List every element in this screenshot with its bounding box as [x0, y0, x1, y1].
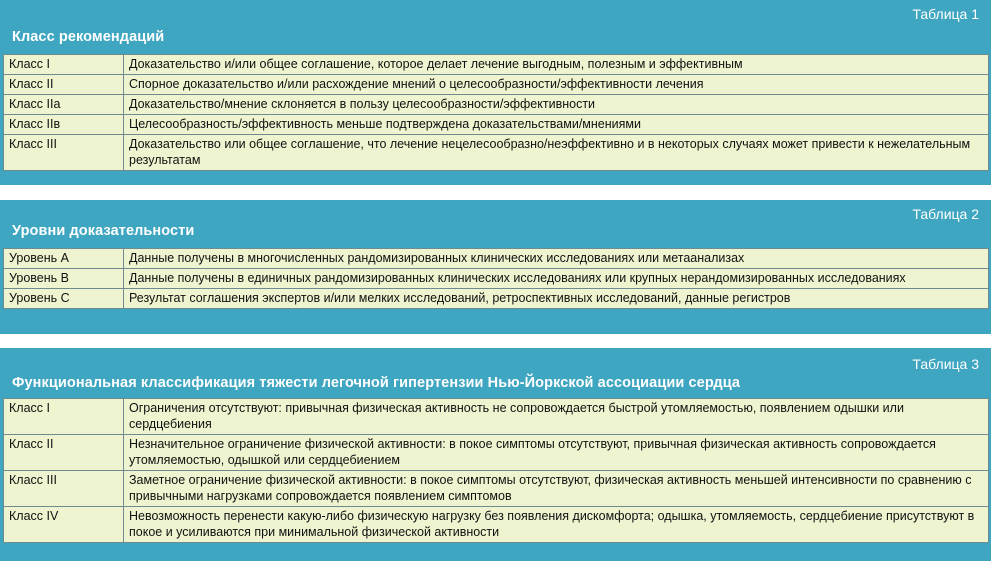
- row-value: Целесообразность/эффективность меньше подтверждена доказательствами/мнениями: [124, 115, 989, 135]
- table-row: [4, 399, 989, 435]
- table-row: [4, 249, 989, 269]
- row-key: Уровень В: [4, 269, 124, 289]
- row-value: Незначительное ограничение физической активности: в покое симптомы отсутствуют, привычная физическая активность сопровождается утомляемостью, одышкой или сердцебиением: [124, 435, 989, 471]
- table-3: [3, 398, 989, 543]
- row-value: Данные получены в многочисленных рандомизированных клинических исследованиях или метаанализах: [124, 249, 989, 269]
- table-3-panel: [0, 348, 991, 561]
- table-row: [4, 289, 989, 309]
- table-1-panel: [0, 0, 991, 185]
- row-value: Доказательство/мнение склоняется в пользу целесообразности/эффективности: [124, 95, 989, 115]
- row-key: Класс IIa: [4, 95, 124, 115]
- table-row: [4, 75, 989, 95]
- table-2: [3, 248, 989, 309]
- table-row: [4, 471, 989, 507]
- table-row: [4, 435, 989, 471]
- row-value: Результат соглашения экспертов и/или мелких исследований, ретроспективных исследований, данные регистров: [124, 289, 989, 309]
- row-value: Заметное ограничение физической активности: в покое симптомы отсутствуют, физическая активность меньшей интенсивности по сравнению с привычными нагрузками сопровождается появлением симптомов: [124, 471, 989, 507]
- row-key: Класс IIв: [4, 115, 124, 135]
- row-key: Класс II: [4, 75, 124, 95]
- table-row: [4, 55, 989, 75]
- table-row: [4, 135, 989, 171]
- table-2-panel: [0, 200, 991, 334]
- table-2-number: Таблица 2: [912, 206, 979, 222]
- table-3-number: Таблица 3: [912, 356, 979, 372]
- table-1: [3, 54, 989, 171]
- row-key: Уровень С: [4, 289, 124, 309]
- table-1-number: Таблица 1: [912, 6, 979, 22]
- table-row: [4, 115, 989, 135]
- row-key: Уровень А: [4, 249, 124, 269]
- row-key: Класс II: [4, 435, 124, 471]
- table-3-title: Функциональная классификация тяжести легочной гипертензии Нью-Йоркской ассоциации сердца: [12, 375, 741, 391]
- row-key: Класс I: [4, 399, 124, 435]
- row-key: Класс I: [4, 55, 124, 75]
- table-row: [4, 269, 989, 289]
- table-row: [4, 507, 989, 543]
- row-value: Невозможность перенести какую-либо физическую нагрузку без появления дискомфорта; одышка, утомляемость, сердцебиение присутствуют в покое и усиливаются при минимальной физической активности: [124, 507, 989, 543]
- row-value: Данные получены в единичных рандомизированных клинических исследованиях или крупных нерандомизированных исследованиях: [124, 269, 989, 289]
- row-value: Ограничения отсутствуют: привычная физическая активность не сопровождается быстрой утомляемостью, появлением одышки или сердцебиения: [124, 399, 989, 435]
- row-key: Класс III: [4, 471, 124, 507]
- table-row: [4, 95, 989, 115]
- row-key: Класс IV: [4, 507, 124, 543]
- row-value: Доказательство или общее соглашение, что лечение нецелесообразно/неэффективно и в некоторых случаях может привести к нежелательным результатам: [124, 135, 989, 171]
- row-value: Доказательство и/или общее соглашение, которое делает лечение выгодным, полезным и эффективным: [124, 55, 989, 75]
- row-key: Класс III: [4, 135, 124, 171]
- row-value: Спорное доказательство и/или расхождение мнений о целесообразности/эффективности лечения: [124, 75, 989, 95]
- table-1-title: Класс рекомендаций: [12, 29, 165, 45]
- table-2-title: Уровни доказательности: [12, 223, 195, 239]
